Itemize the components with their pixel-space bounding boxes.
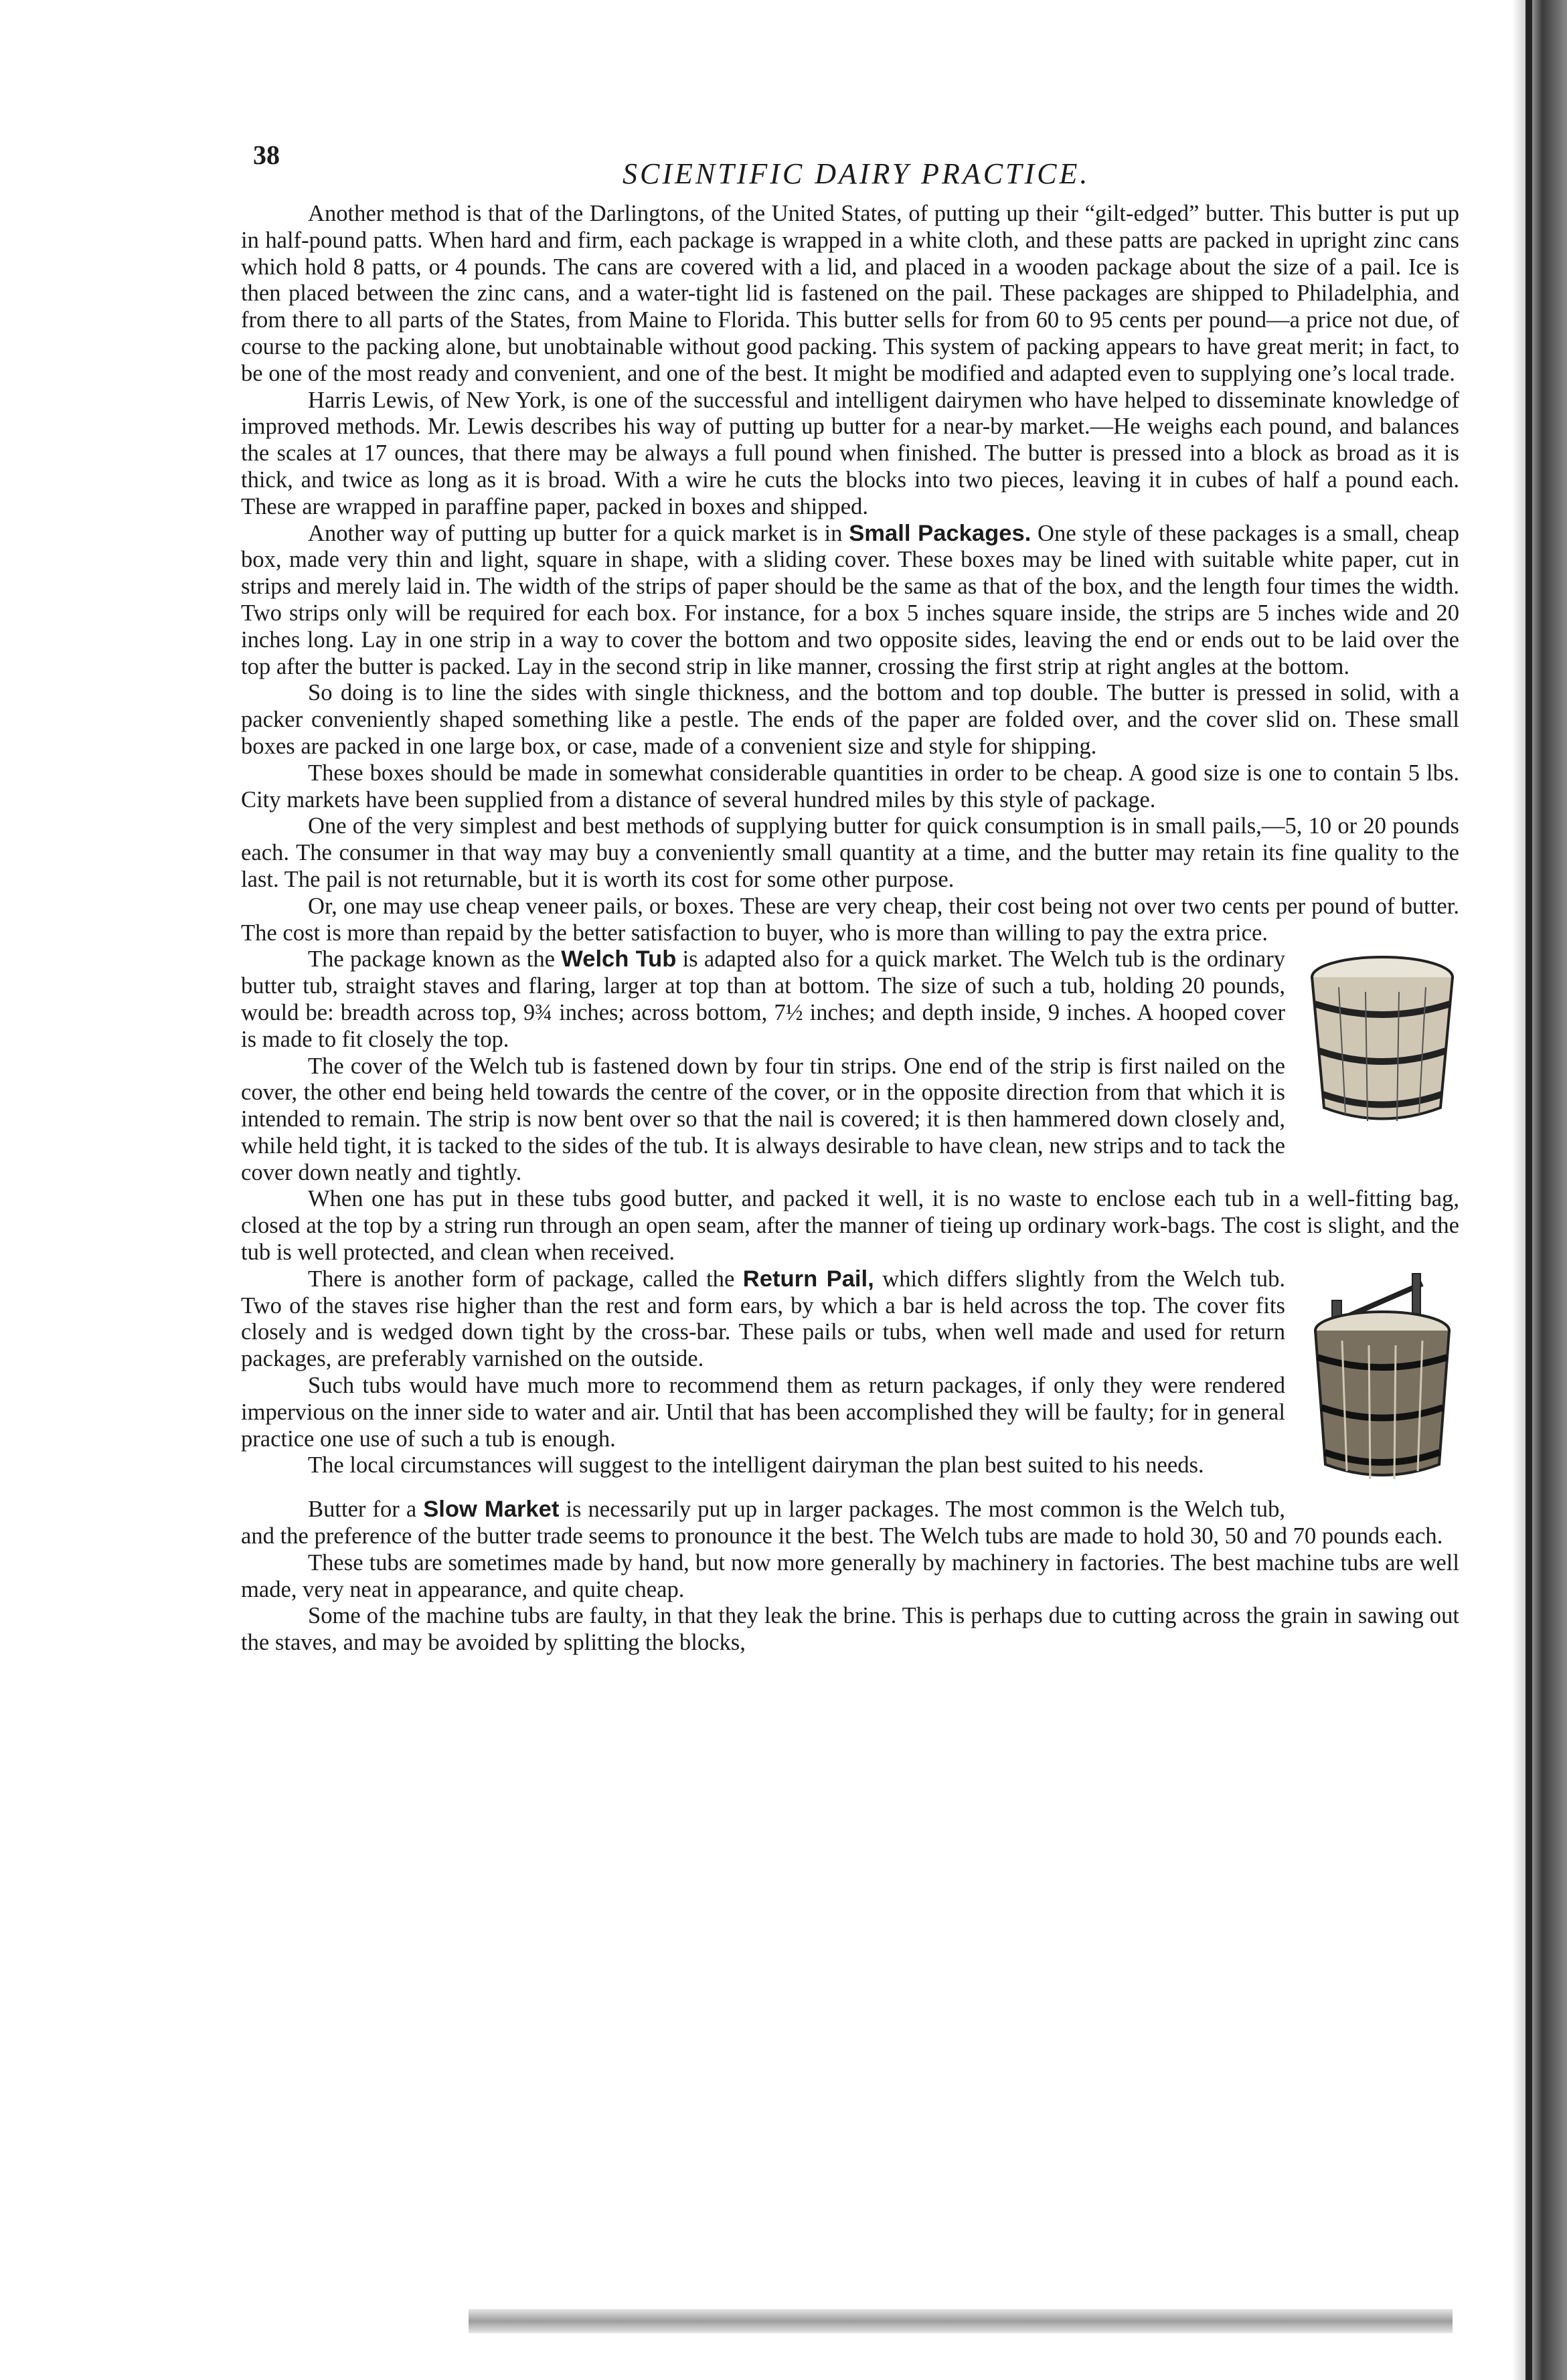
paragraph-text: The cover of the Welch tub is fastened down by four tin strips. One end of the strip is first nailed on the cover, the other end being held towards the centre of the cover, or in the opposite direction from that which it is intended to remain. The strip is now bent over so that the nail is covered; it is then hammered down closely and, while held tight, it is tacked to the sides of the tub. It is always desirable to have clean, new strips and to tack the cover down neatly and tightly. xyxy=(241,1053,1285,1185)
paragraph xyxy=(241,521,1459,681)
paragraph-text: There is another form of package, called the xyxy=(308,1266,743,1292)
paragraph xyxy=(241,813,1459,893)
paragraph-text: These boxes should be made in somewhat considerable quantities in order to be cheap. A good size is one to contain 5 lbs. City markets have been supplied from a distance of several hundred miles by this style of package. xyxy=(241,760,1459,813)
welch-tub-illustration xyxy=(1305,950,1459,1131)
return-pail-figure xyxy=(1305,1270,1459,1491)
paragraph xyxy=(241,201,1459,388)
paragraph xyxy=(241,1373,1459,1452)
paragraph xyxy=(241,760,1459,814)
paragraph xyxy=(241,1603,1459,1656)
paragraph-text: which differs slightly from the Welch tub. Two of the staves rise higher than the rest and form ears, by which a bar is held across the top. The cover fits closely and is wedged down tight by the cross-bar. These pails or tubs, when well made and used for return packages, are preferably varnished on the outside. xyxy=(241,1266,1286,1372)
paragraph xyxy=(241,388,1459,521)
paragraph-text: is adapted also for a quick market. The Welch tub is the ordinary butter tub, straight staves and flaring, larger at top than at bottom. The size of such a tub, holding 20 pounds, would be: breadth across top, 9¾ inches; across bottom, 7½ inches; and depth inside, 9 inches. A hooped cover is made to fit closely the top. xyxy=(241,946,1286,1052)
paragraph xyxy=(241,1266,1459,1373)
paragraph-text: Harris Lewis, of New York, is one of the successful and intelligent dairymen who have helped to disseminate knowledge of improved methods. Mr. Lewis describes his way of putting up butter for a near-by market.—He weighs each pound, and balances the scales at 17 ounces, that there may be always a full pound when finished. The butter is pressed into a block as broad as it is thick, and twice as long as it is broad. With a wire he cuts the blocks into two pieces, leaving it in cubes of half a pound each. These are wrapped in paraffine paper, packed in boxes and shipped. xyxy=(241,387,1459,519)
paragraph-text: One style of these packages is a small, cheap box, made very thin and light, square in shape, with a sliding cover. These boxes may be lined with suitable white paper, cut in strips and merely laid in. The width of the strips of paper should be the same as that of the box, and the length four times the width. Two strips only will be required for each box. For instance, for a box 5 inches square inside, the strips are 5 inches wide and 20 inches long. Lay in one strip in a way to cover the bottom and two opposite sides, leaving the end or ends out to be laid over the top after the butter is packed. Lay in the second strip in like manner, crossing the first strip at right angles at the bottom. xyxy=(241,520,1459,679)
paragraph-text: Another method is that of the Darlingtons, of the United States, of putting up their “gilt-edged” butter. This butter is put up in half-pound patts. When hard and firm, each package is wrapped in a white cloth, and these patts are packed in upright zinc cans which hold 8 patts, or 4 pounds. The cans are covered with a lid, and placed in a wooden package about the size of a pail. Ice is then placed between the zinc cans, and a water-tight lid is fastened on the pail. These packages are shipped to Philadelphia, and from there to all parts of the States, from Maine to Florida. This butter sells for from 60 to 95 cents per pound—a price not due, of course to the packing alone, but unobtainable without good packing. This system of packing appears to have great merit; in fact, to be one of the most ready and convenient, and one of the best. It might be modified and adapted even to supplying one’s local trade. xyxy=(241,201,1459,386)
paragraph xyxy=(241,1053,1459,1187)
paragraph-text: is necessarily put up in larger packages. The most common is the Welch tub, and the preference of the butter trade seems to pronounce it the best. The Welch tubs are made to hold 30, 50 and 70 pounds each. xyxy=(241,1497,1443,1549)
paragraph xyxy=(241,946,1459,1053)
paragraph-text: Another way of putting up butter for a quick market is in xyxy=(308,520,849,546)
section-term: Slow Market xyxy=(423,1497,560,1523)
paragraph xyxy=(241,1550,1459,1604)
welch-tub-figure xyxy=(1305,950,1459,1131)
page-number: 38 xyxy=(253,140,280,170)
book-spine-shadow xyxy=(1512,0,1567,2380)
paragraph-text: When one has put in these tubs good butter, and packed it well, it is no waste to enclose each tub in a well-fitting bag, closed at the top by a string run through an open seam, after the manner of tieing up ordinary work-bags. The cost is slight, and the tub is well protected, and clean when received. xyxy=(241,1186,1459,1266)
page-bottom-edge xyxy=(469,2309,1453,2333)
paragraph-text: Some of the machine tubs are faulty, in that they leak the brine. This is perhaps due to cutting across the grain in sawing out the staves, and may be avoided by splitting the blocks, xyxy=(241,1603,1459,1656)
paragraph-text: Or, one may use cheap veneer pails, or boxes. These are very cheap, their cost being not over two cents per pound of butter. The cost is more than repaid by the better satisfaction to buyer, who is more than willing to pay the extra price. xyxy=(241,893,1459,946)
paragraph xyxy=(241,1186,1459,1266)
section-term: Return Pail, xyxy=(742,1266,874,1292)
section-term: Welch Tub xyxy=(561,946,677,972)
paragraph-text: So doing is to line the sides with single thickness, and the bottom and top double. The butter is pressed in solid, with a packer conveniently shaped something like a pestle. The ends of the paper are folded over, and the cover slid on. These small boxes are packed in one large box, or case, made of a convenient size and style for shipping. xyxy=(241,680,1459,759)
paragraph-text: The package known as the xyxy=(308,946,562,972)
return-pail-illustration xyxy=(1305,1270,1459,1491)
paragraph xyxy=(241,1452,1459,1479)
paragraph-text: Such tubs would have much more to recommend them as return packages, if only they were rendered impervious on the inner side to water and air. Until that has been accomplished they will be faulty; for in general practice one use of such a tub is enough. xyxy=(241,1373,1285,1452)
paragraph xyxy=(241,1497,1459,1550)
paragraph-text: The local circumstances will suggest to the intelligent dairyman the plan best suited to his needs. xyxy=(308,1452,1204,1478)
paragraph xyxy=(241,894,1459,947)
paragraph-text: These tubs are sometimes made by hand, but now more generally by machinery in factories. The best machine tubs are well made, very neat in appearance, and quite cheap. xyxy=(241,1549,1459,1602)
body-text xyxy=(241,201,1459,1656)
section-term: Small Packages. xyxy=(849,520,1032,546)
paragraph xyxy=(241,680,1459,760)
running-title: SCIENTIFIC DAIRY PRACTICE. xyxy=(623,157,1090,190)
book-binding-edge xyxy=(1525,0,1532,2380)
paragraph-text: One of the very simplest and best methods of supplying butter for quick consumption is in small pails,—5, 10 or 20 pounds each. The consumer in that way may buy a conveniently small quantity at a time, and the butter may retain its fine quality to the last. The pail is not returnable, but it is worth its cost for some other purpose. xyxy=(241,813,1459,892)
paragraph-text: Butter for a xyxy=(308,1497,424,1523)
